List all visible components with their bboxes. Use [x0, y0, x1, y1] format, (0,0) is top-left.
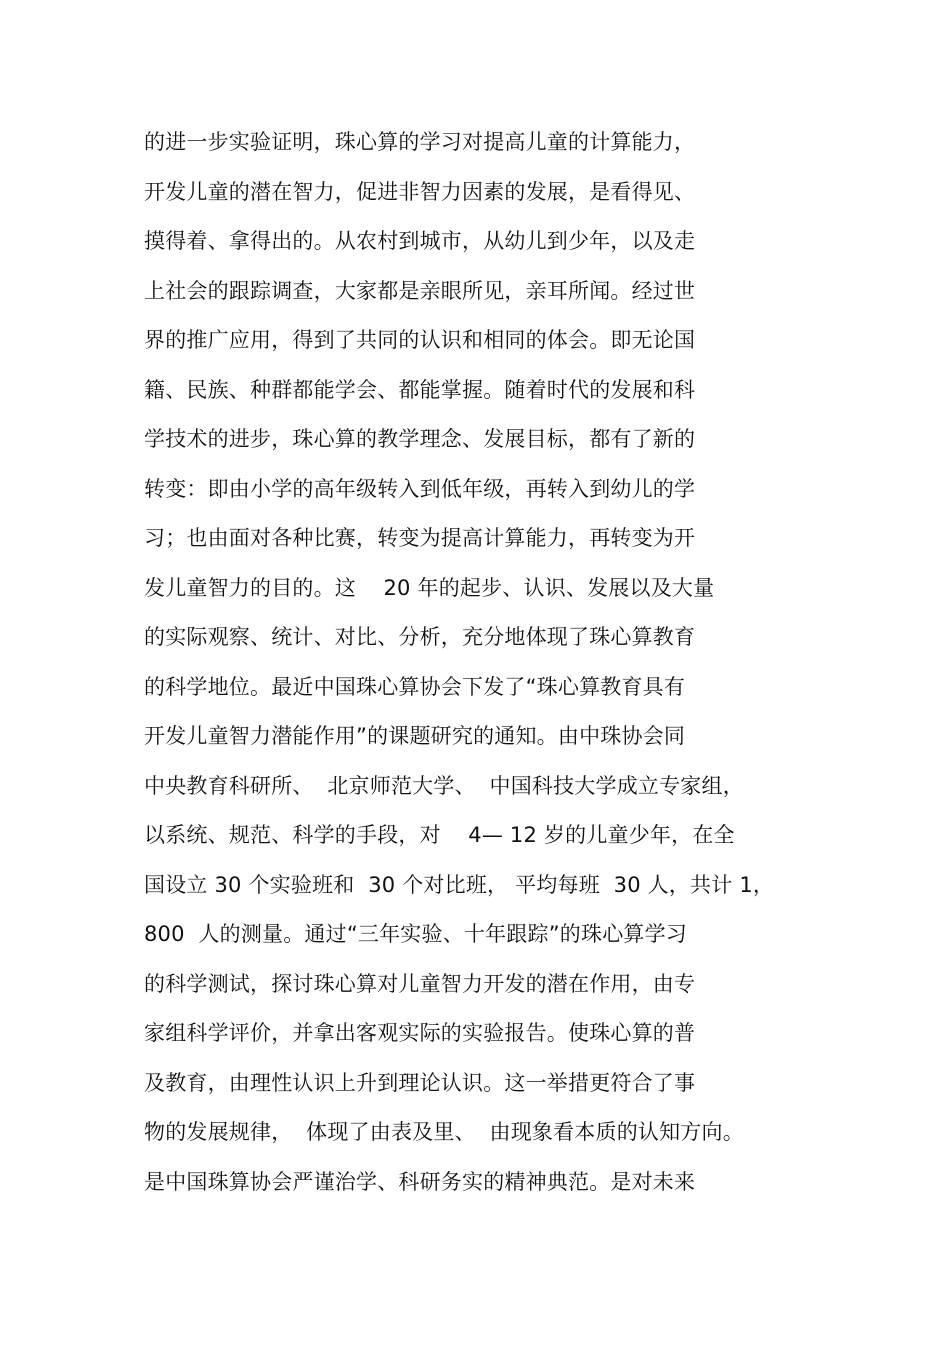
text-line: 以系统、规范、科学的手段，对 4— 12 岁的儿童少年，在全: [144, 823, 735, 847]
text-line: 发儿童智力的目的。这 20 年的起步、认识、发展以及大量: [144, 575, 715, 600]
text-line: 转变：即由小学的高年级转入到低年级，再转入到幼儿的学: [144, 476, 696, 501]
text-line: 界的推广应用，得到了共同的认识和相同的体会。即无论国: [144, 328, 696, 352]
text-line: 开发儿童的潜在智力，促进非智力因素的发展，是看得见、: [144, 179, 696, 204]
text-line: 国设立 30 个实验班和 30 个对比班， 平均每班 30 人，共计 1，: [144, 872, 775, 897]
text-line: 习；也由面对各种比赛，转变为提高计算能力，再转变为开: [144, 526, 696, 550]
text-line: 的实际观察、统计、对比、分析，充分地体现了珠心算教育: [144, 625, 696, 649]
text-line: 家组科学评价，并拿出客观实际的实验报告。使珠心算的普: [144, 1021, 696, 1045]
text-line: 是中国珠算协会严谨治学、科研务实的精神典范。是对未来: [144, 1169, 696, 1194]
body-text: [144, 122, 824, 1211]
text-line: 籍、民族、种群都能学会、都能掌握。随着时代的发展和科: [144, 377, 696, 402]
text-line: 的科学地位。最近中国珠心算协会下发了“珠心算教育具有: [144, 674, 686, 699]
text-line: 及教育，由理性认识上升到理论认识。这一举措更符合了事: [144, 1070, 696, 1095]
text-line: 中央教育科研所、 北京师范大学、 中国科技大学成立专家组，: [144, 773, 744, 798]
text-line: 摸得着、拿得出的。从农村到城市，从幼儿到少年，以及走: [144, 229, 696, 253]
text-line: 的科学测试，探讨珠心算对儿童智力开发的潜在作用，由专: [144, 971, 696, 996]
text-line: 开发儿童智力潜能作用”的课题研究的通知。由中珠协会同: [144, 724, 686, 748]
text-line: 物的发展规律， 体现了由表及里、 由现象看本质的认知方向。: [144, 1120, 744, 1144]
text-line: 800 人的测量。通过“三年实验、十年跟踪”的珠心算学习: [144, 922, 687, 946]
text-line: 学技术的进步，珠心算的教学理念、发展目标，都有了新的: [144, 427, 696, 451]
text-line: 上社会的跟踪调查，大家都是亲眼所见，亲耳所闻。经过世: [144, 278, 696, 303]
text-line: 的进一步实验证明，珠心算的学习对提高儿童的计算能力，: [144, 130, 696, 154]
